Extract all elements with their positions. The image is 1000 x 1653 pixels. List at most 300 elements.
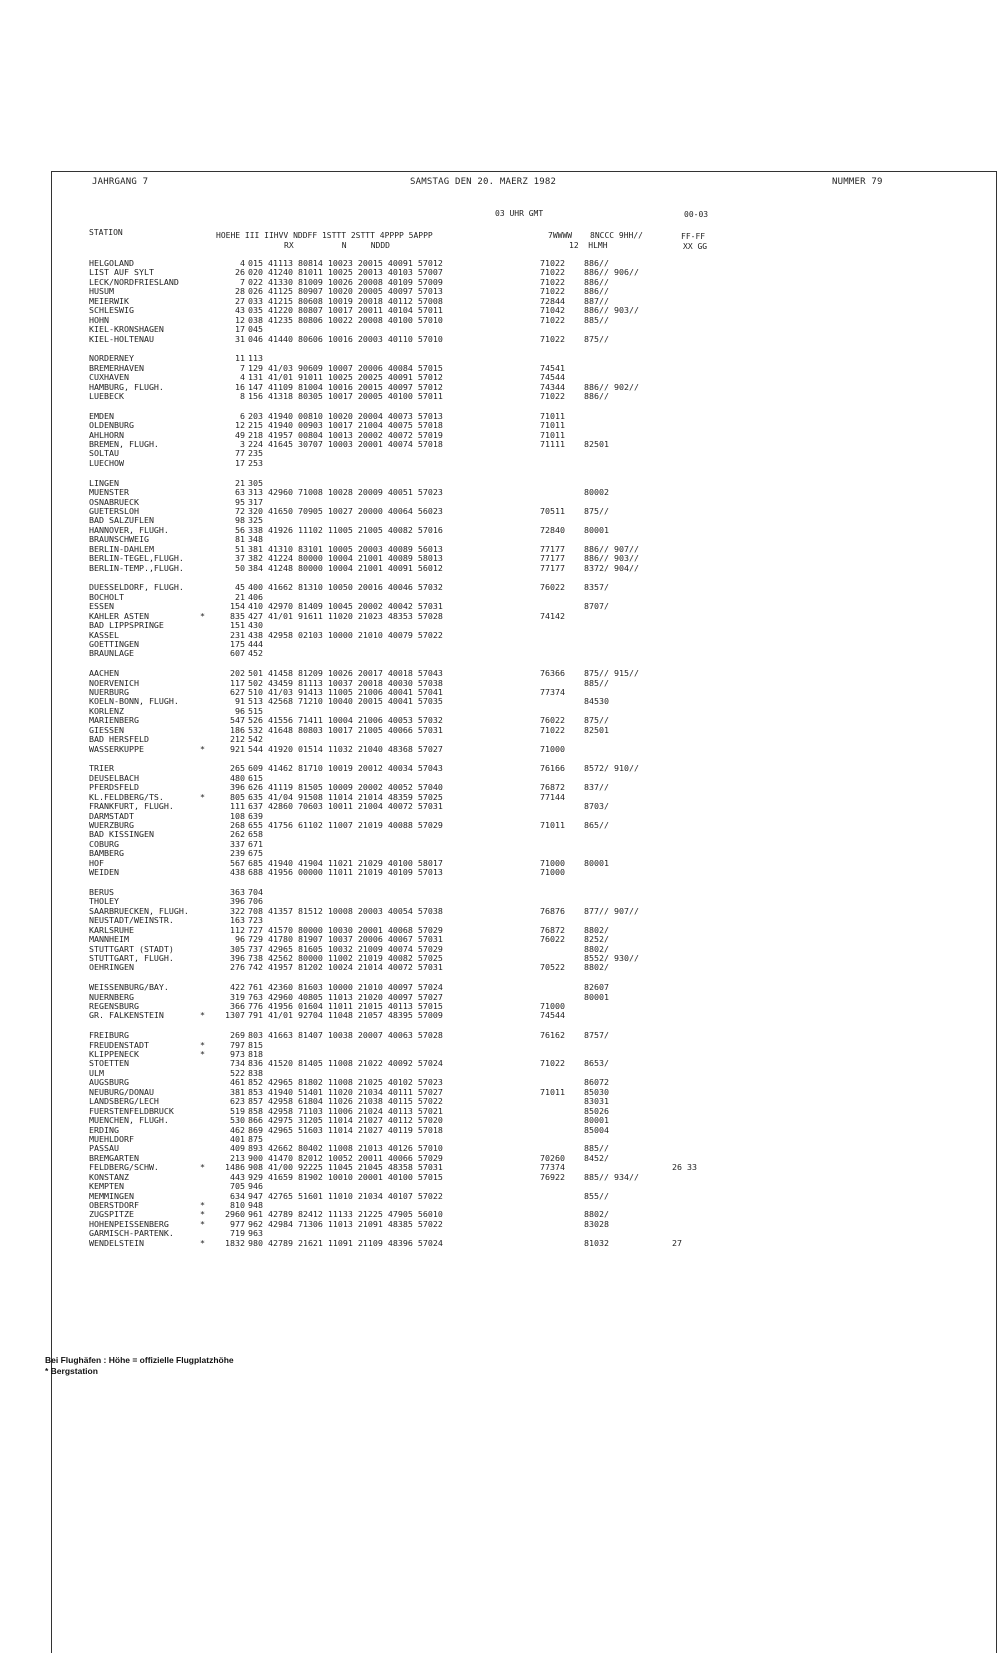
report-date: SAMSTAG DEN 20. MAERZ 1982 (410, 177, 557, 187)
synop-code-block: 980 42789 21621 11091 21109 48396 57024 (248, 1237, 443, 1248)
synop-code-block: 215 41940 00903 10017 21004 40075 57018 (248, 420, 443, 431)
station-height: 175 (230, 638, 245, 649)
cloud-group: 8757/ (584, 1030, 609, 1041)
cloud-group: 8452/ (584, 1152, 609, 1163)
synop-code-block: 685 41940 41904 11021 21029 40100 58017 (248, 857, 443, 868)
synop-code-block: 544 41920 01514 11032 21040 48368 57027 (248, 743, 443, 754)
station-height: 6 (240, 410, 245, 421)
station-height: 163 (230, 915, 245, 926)
synop-code-block: 224 41645 30707 10003 20001 40074 57018 (248, 439, 443, 450)
station-height: 262 (230, 829, 245, 840)
station-height: 921 (230, 743, 245, 754)
station-name: KASSEL (89, 629, 119, 640)
cloud-group: 886// (584, 258, 609, 268)
mountain-marker: * (200, 791, 205, 802)
station-row (0, 278, 1000, 287)
synop-code-block: 452 (248, 648, 263, 659)
weather-group: 76162 (540, 1030, 565, 1041)
column-group1-header: 7WWWW (548, 231, 573, 240)
footnote-airports: Bei Flughäfen : Höhe = offizielle Flugplatzhöhe (45, 1355, 234, 1365)
station-name: NUERBURG (89, 686, 129, 697)
synop-code-block: 382 41224 80000 10004 21001 40089 58013 (248, 553, 443, 564)
station-name: MARIENBERG (89, 715, 139, 726)
synop-code-block: 947 42765 51601 11010 21034 40107 57022 (248, 1190, 443, 1201)
station-name: WEISSENBURG/BAY. (89, 982, 169, 993)
station-height: 12 (235, 314, 245, 325)
station-height: 4 (240, 372, 245, 383)
weather-group: 74142 (540, 610, 565, 621)
weather-group: 71011 (540, 429, 565, 440)
station-height: 91 (235, 696, 245, 707)
station-group (0, 479, 1000, 573)
weather-group: 76872 (540, 782, 565, 793)
synop-code-block: 325 (248, 515, 263, 526)
weather-group: 71022 (540, 724, 565, 735)
synop-code-block: 131 41/01 91011 10025 20025 40091 57012 (248, 372, 443, 383)
station-name: BERLIN-TEMP.,FLUGH. (89, 562, 184, 573)
station-height: 37 (235, 553, 245, 564)
station-height: 96 (235, 934, 245, 945)
synop-code-block: 961 42789 82412 11133 21225 47905 56010 (248, 1209, 443, 1220)
station-row (0, 1116, 1000, 1125)
station-name: THOLEY (89, 896, 119, 907)
station-name: AHLHORN (89, 429, 124, 440)
station-name: KORLENZ (89, 705, 124, 716)
weather-group: 71000 (540, 857, 565, 868)
weather-group: 77177 (540, 562, 565, 573)
station-group (0, 669, 1000, 754)
synop-code-block: 639 (248, 810, 263, 821)
synop-code-block: 022 41330 81009 10026 20008 40109 57009 (248, 276, 443, 287)
synop-code-block: 026 41125 80907 10020 20005 40097 57013 (248, 286, 443, 297)
station-height: 480 (230, 772, 245, 783)
station-row (0, 335, 1000, 344)
cloud-group: 8372/ 904// (584, 562, 639, 573)
cloud-group: 80001 (584, 524, 609, 535)
station-name: BAD HERSFELD (89, 734, 149, 745)
station-name: BERLIN-TEGEL,FLUGH. (89, 553, 184, 564)
station-name: KL.FELDBERG/TS. (89, 791, 164, 802)
station-name: LINGEN (89, 477, 119, 488)
weather-group: 71011 (540, 410, 565, 421)
synop-code-block: 038 41235 80806 10022 20008 40100 57010 (248, 314, 443, 325)
station-row (0, 1173, 1000, 1182)
cloud-group: 8707/ (584, 601, 609, 612)
station-height: 2960 (225, 1209, 245, 1220)
weather-group: 71042 (540, 305, 565, 316)
weather-group: 71011 (540, 819, 565, 830)
station-row (0, 1011, 1000, 1020)
station-row (0, 963, 1000, 972)
station-height: 422 (230, 982, 245, 993)
station-row (0, 1041, 1000, 1050)
station-row (0, 1144, 1000, 1153)
weather-group: 70522 (540, 962, 565, 973)
synop-code-block: 818 (248, 1049, 263, 1060)
synop-code-block: 348 (248, 534, 263, 545)
station-name: OSNABRUECK (89, 496, 139, 507)
station-name: NEUSTADT/WEINSTR. (89, 915, 174, 926)
weather-group: 71000 (540, 1001, 565, 1011)
station-name: COBURG (89, 838, 119, 849)
synop-code-block: 406 (248, 591, 263, 602)
synop-code-block: 113 (248, 353, 263, 364)
station-name: KLIPPENECK (89, 1049, 139, 1060)
weather-group: 74344 (540, 381, 565, 392)
station-name: OEHRINGEN (89, 962, 134, 973)
weather-group: 71022 (540, 267, 565, 278)
station-row (0, 868, 1000, 877)
mountain-marker: * (200, 1237, 205, 1248)
weather-group: 71022 (540, 276, 565, 287)
station-row (0, 1126, 1000, 1135)
station-name: WUERZBURG (89, 819, 134, 830)
station-name: KONSTANZ (89, 1171, 129, 1182)
synop-code-block: 542 (248, 734, 263, 745)
station-row (0, 526, 1000, 535)
station-name: LUECHOW (89, 457, 124, 468)
station-name: KAHLER ASTEN (89, 610, 149, 621)
station-row (0, 840, 1000, 849)
weather-group: 77374 (540, 686, 565, 697)
station-row (0, 421, 1000, 430)
station-height: 363 (230, 886, 245, 897)
station-row (0, 364, 1000, 373)
station-row (0, 1031, 1000, 1040)
weather-group: 71000 (540, 743, 565, 754)
station-row (0, 449, 1000, 458)
synop-code-block: 515 (248, 705, 263, 716)
cloud-group: 875// (584, 715, 609, 726)
synop-code-block: 704 (248, 886, 263, 897)
cloud-group: 82501 (584, 439, 609, 450)
station-height: 835 (230, 610, 245, 621)
synop-code-block: 313 42960 71008 10028 20009 40051 57023 (248, 487, 443, 498)
station-row (0, 830, 1000, 839)
cloud-group: 875// 915// (584, 668, 639, 679)
station-name: KIEL-HOLTENAU (89, 333, 154, 344)
cloud-group: 8802/ (584, 924, 609, 935)
synop-code-block: 737 42965 81605 10032 21009 40074 57029 (248, 943, 443, 954)
synop-code-block: 338 41926 11102 11005 21005 40082 57016 (248, 524, 443, 535)
station-row (0, 802, 1000, 811)
station-row (0, 888, 1000, 897)
cloud-group: 85004 (584, 1124, 609, 1135)
station-name: HOHN (89, 314, 109, 325)
station-height: 7 (240, 362, 245, 373)
station-row (0, 583, 1000, 592)
station-row (0, 916, 1000, 925)
station-group (0, 354, 1000, 401)
station-group (0, 1031, 1000, 1248)
station-height: 95 (235, 496, 245, 507)
station-height: 72 (235, 505, 245, 516)
station-row (0, 602, 1000, 611)
column-extra-header-2: XX GG (683, 242, 708, 251)
synop-code-block: 020 41240 81011 10025 20013 40103 57007 (248, 267, 443, 278)
station-name: REGENSBURG (89, 1001, 139, 1011)
synop-code-block: 513 42568 71210 10040 20015 40041 57035 (248, 696, 443, 707)
weather-group: 71022 (540, 1058, 565, 1069)
station-row (0, 488, 1000, 497)
weather-group: 76922 (540, 1171, 565, 1182)
station-height: 186 (230, 724, 245, 735)
station-row (0, 993, 1000, 1002)
station-row (0, 287, 1000, 296)
station-height: 265 (230, 763, 245, 774)
weather-group: 76022 (540, 934, 565, 945)
station-name: STUTTGART (STADT) (89, 943, 174, 954)
station-name: LUEBECK (89, 390, 124, 401)
synop-code-block: 838 (248, 1067, 263, 1078)
station-name: NEUBURG/DONAU (89, 1086, 154, 1097)
synop-code-block: 893 42662 80402 11008 21013 40126 57010 (248, 1143, 443, 1154)
station-height: 26 (235, 267, 245, 278)
station-name: BAD SALZUFLEN (89, 515, 154, 526)
station-height: 1832 (225, 1237, 245, 1248)
station-row (0, 297, 1000, 306)
column-group2-header-2: 12 HLMH (569, 241, 608, 250)
station-height: 77 (235, 448, 245, 459)
synop-code-block: 427 41/01 91611 11020 21023 48353 57028 (248, 610, 443, 621)
station-height: 276 (230, 962, 245, 973)
cloud-group: 877// 907// (584, 905, 639, 916)
synop-code-block: 438 42958 02103 10000 21010 40079 57022 (248, 629, 443, 640)
station-table (0, 259, 1000, 1259)
station-height: 734 (230, 1058, 245, 1069)
mountain-marker: * (200, 1049, 205, 1060)
station-height: 154 (230, 601, 245, 612)
synop-code-block: 156 41318 80305 10017 20005 40100 57011 (248, 390, 443, 401)
station-row (0, 774, 1000, 783)
extra-group: 26 33 (672, 1162, 697, 1173)
station-name: SAARBRUECKEN, FLUGH. (89, 905, 189, 916)
station-name: FRANKFURT, FLUGH. (89, 801, 174, 812)
synop-code-block: 763 42960 40805 11013 21020 40097 57027 (248, 991, 443, 1002)
synop-code-block: 706 (248, 896, 263, 907)
weather-group: 74541 (540, 362, 565, 373)
station-name: GOETTINGEN (89, 638, 139, 649)
synop-code-block: 317 (248, 496, 263, 507)
station-row (0, 459, 1000, 468)
station-height: 319 (230, 991, 245, 1002)
cloud-group: 886// 903// (584, 305, 639, 316)
column-code-header-2: RX N NDDD (284, 241, 390, 250)
station-group (0, 412, 1000, 469)
weather-group: 71022 (540, 258, 565, 268)
synop-code-block: 203 41940 00810 10020 20004 40073 57013 (248, 410, 443, 421)
station-name: HUSUM (89, 286, 114, 297)
cloud-group: 85026 (584, 1105, 609, 1116)
station-group (0, 888, 1000, 973)
station-row (0, 707, 1000, 716)
synop-code-block: 609 41462 81710 10019 20012 40034 57043 (248, 763, 443, 774)
station-row (0, 479, 1000, 488)
synop-code-block: 444 (248, 638, 263, 649)
station-name: SCHLESWIG (89, 305, 134, 316)
synop-code-block: 532 41648 80803 10017 21005 40066 57031 (248, 724, 443, 735)
station-name: HAMBURG, FLUGH. (89, 381, 164, 392)
weather-group: 70260 (540, 1152, 565, 1163)
cloud-group: 8802/ (584, 1209, 609, 1220)
mountain-marker: * (200, 1200, 205, 1211)
weather-group: 76166 (540, 763, 565, 774)
station-name: MANNHEIM (89, 934, 129, 945)
station-name: SOLTAU (89, 448, 119, 459)
observation-time: 03 UHR GMT (495, 209, 544, 218)
station-height: 11 (235, 353, 245, 364)
station-name: BREMERHAVEN (89, 362, 144, 373)
cloud-group: 80001 (584, 1115, 609, 1126)
station-row (0, 1050, 1000, 1059)
station-row (0, 726, 1000, 735)
station-name: MUENCHEN, FLUGH. (89, 1115, 169, 1126)
jahrgang-label: JAHRGANG 7 (92, 177, 149, 187)
weather-group: 71022 (540, 314, 565, 325)
synop-code-block: 875 (248, 1133, 263, 1144)
station-name: FREIBURG (89, 1030, 129, 1041)
station-height: 21 (235, 477, 245, 488)
station-row (0, 412, 1000, 421)
station-name: HANNOVER, FLUGH. (89, 524, 169, 535)
station-name: KIEL-KRONSHAGEN (89, 324, 164, 335)
synop-code-block: 869 42965 51603 11014 21027 40119 57018 (248, 1124, 443, 1135)
station-name: BOCHOLT (89, 591, 124, 602)
station-name: HELGOLAND (89, 258, 134, 268)
synop-code-block: 046 41440 80606 10016 20003 40110 57010 (248, 333, 443, 344)
synop-code-block: 948 (248, 1200, 263, 1211)
station-height: 268 (230, 819, 245, 830)
station-height: 111 (230, 801, 245, 812)
station-name: FREUDENSTADT (89, 1039, 149, 1050)
station-height: 547 (230, 715, 245, 726)
synop-code-block: 626 41119 81505 10009 20002 40052 57040 (248, 782, 443, 793)
station-row (0, 631, 1000, 640)
station-row (0, 669, 1000, 678)
cloud-group: 885// (584, 1143, 609, 1154)
synop-code-block: 963 (248, 1228, 263, 1239)
station-name: LANDSBERG/LECH (89, 1096, 159, 1107)
station-height: 443 (230, 1171, 245, 1182)
station-name: OLDENBURG (89, 420, 134, 431)
weather-group: 76876 (540, 905, 565, 916)
weather-group: 77177 (540, 543, 565, 554)
weather-group: 70511 (540, 505, 565, 516)
synop-code-block: 381 41310 83101 10005 20003 40089 56013 (248, 543, 443, 554)
station-height: 519 (230, 1105, 245, 1116)
station-name: AUGSBURG (89, 1077, 129, 1088)
synop-code-block: 857 42958 61804 11026 21038 40115 57022 (248, 1096, 443, 1107)
station-name: KOELN-BONN, FLUGH. (89, 696, 179, 707)
cloud-group: 855// (584, 1190, 609, 1201)
station-name: BERLIN-DAHLEM (89, 543, 154, 554)
station-name: NUERNBERG (89, 991, 134, 1002)
station-name: MUENSTER (89, 487, 129, 498)
weather-group: 72840 (540, 524, 565, 535)
station-name: MEIERWIK (89, 295, 129, 306)
synop-code-block: 791 41/01 92704 11048 21057 48395 57009 (248, 1010, 443, 1021)
station-row (0, 764, 1000, 773)
weather-group: 71000 (540, 867, 565, 878)
station-height: 322 (230, 905, 245, 916)
cloud-group: 85030 (584, 1086, 609, 1097)
station-row (0, 1069, 1000, 1078)
synop-code-block: 946 (248, 1181, 263, 1192)
cloud-group: 8357/ (584, 582, 609, 593)
station-height: 567 (230, 857, 245, 868)
cloud-group: 80002 (584, 487, 609, 498)
station-name: BREMGARTEN (89, 1152, 139, 1163)
station-height: 63 (235, 487, 245, 498)
weather-group: 71022 (540, 390, 565, 401)
synop-code-block: 235 (248, 448, 263, 459)
station-row (0, 926, 1000, 935)
cloud-group: 886// 903// (584, 553, 639, 564)
station-name: ERDING (89, 1124, 119, 1135)
synop-code-block: 852 42965 81802 11008 21025 40102 57023 (248, 1077, 443, 1088)
cloud-group: 875// (584, 333, 609, 344)
cloud-group: 8703/ (584, 801, 609, 812)
station-row (0, 735, 1000, 744)
synop-code-block: 815 (248, 1039, 263, 1050)
synop-code-block: 658 (248, 829, 263, 840)
station-height: 1486 (225, 1162, 245, 1173)
station-height: 43 (235, 305, 245, 316)
synop-code-block: 045 (248, 324, 263, 335)
synop-code-block: 218 41957 00804 10013 20002 40072 57019 (248, 429, 443, 440)
cloud-group: 8653/ (584, 1058, 609, 1069)
synop-code-block: 430 (248, 620, 263, 631)
synop-code-block: 675 (248, 848, 263, 859)
synop-code-block: 761 42360 81603 10000 21010 40097 57024 (248, 982, 443, 993)
synop-code-block: 866 42975 31205 11014 21027 40112 57020 (248, 1115, 443, 1126)
station-name: BRAUNSCHWEIG (89, 534, 149, 545)
station-name: WASSERKUPPE (89, 743, 144, 754)
station-height: 231 (230, 629, 245, 640)
station-name: STOETTEN (89, 1058, 129, 1069)
station-name: GUETERSLOH (89, 505, 139, 516)
cloud-group: 8552/ 930// (584, 952, 639, 963)
weather-group: 76366 (540, 668, 565, 679)
station-group (0, 764, 1000, 877)
station-height: 366 (230, 1001, 245, 1011)
station-height: 50 (235, 562, 245, 573)
station-name: BAD KISSINGEN (89, 829, 154, 840)
station-height: 401 (230, 1133, 245, 1144)
station-height: 805 (230, 791, 245, 802)
cloud-group: 886// (584, 286, 609, 297)
mountain-marker: * (200, 1010, 205, 1021)
synop-code-block: 858 42958 71103 11006 21024 40113 57021 (248, 1105, 443, 1116)
station-name: HOHENPEISSENBERG (89, 1218, 169, 1229)
station-name: TRIER (89, 763, 114, 774)
station-row (0, 383, 1000, 392)
station-row (0, 679, 1000, 688)
station-row (0, 1201, 1000, 1210)
station-height: 12 (235, 420, 245, 431)
cloud-group: 86072 (584, 1077, 609, 1088)
cloud-group: 875// (584, 505, 609, 516)
cloud-group: 8802/ (584, 943, 609, 954)
cloud-group: 886// 906// (584, 267, 639, 278)
weather-group: 76872 (540, 924, 565, 935)
cloud-group: 887// (584, 295, 609, 306)
station-name: BAMBERG (89, 848, 124, 859)
station-name: GARMISCH-PARTENK. (89, 1228, 174, 1239)
station-height: 151 (230, 620, 245, 631)
synop-code-block: 615 (248, 772, 263, 783)
synop-code-block: 501 41458 81209 10026 20017 40018 57043 (248, 668, 443, 679)
